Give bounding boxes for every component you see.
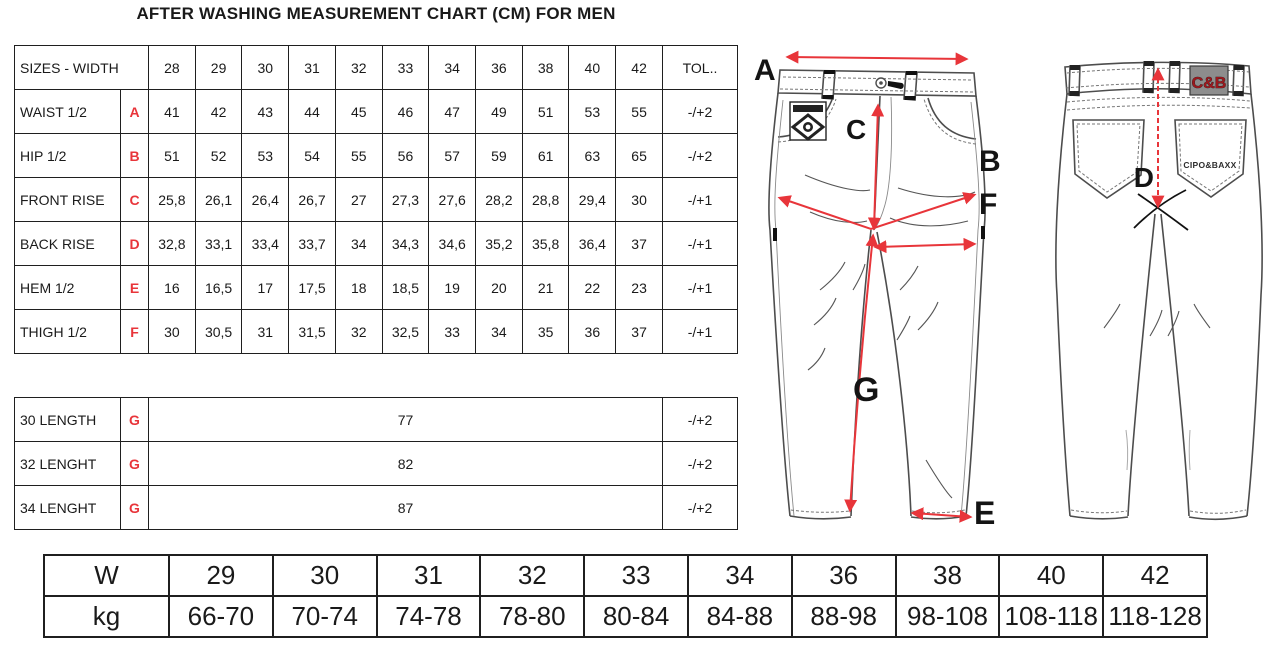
value-cell: 45 (335, 90, 382, 134)
value-cell: 32 (335, 310, 382, 354)
value-cell: 65 (616, 134, 663, 178)
size-header-cell: 31 (289, 46, 336, 90)
value-cell: 55 (335, 134, 382, 178)
letter-cell: D (121, 222, 149, 266)
weight-kg-cell: kg (44, 596, 169, 637)
weight-kg-cell: 98-108 (896, 596, 1000, 637)
length-table (14, 397, 738, 530)
value-cell: 42 (195, 90, 242, 134)
arrow-b (780, 195, 974, 229)
label-g: G (853, 371, 880, 409)
letter-cell: E (121, 266, 149, 310)
value-cell: 26,1 (195, 178, 242, 222)
tolerance-cell: -/+2 (663, 134, 738, 178)
value-cell: 27,6 (429, 178, 476, 222)
weight-table (43, 554, 1208, 638)
weight-kg-cell: 108-118 (999, 596, 1103, 637)
value-cell: 36 (569, 310, 616, 354)
row-label-cell: WAIST 1/2 (15, 90, 121, 134)
size-header-cell: 34 (429, 46, 476, 90)
size-header-cell: 30 (242, 46, 289, 90)
weight-kg-cell: 118-128 (1103, 596, 1207, 637)
tolerance-cell: -/+1 (663, 222, 738, 266)
value-cell: 20 (476, 266, 523, 310)
measure-row (15, 222, 738, 266)
weight-size-cell: 34 (688, 555, 792, 596)
weight-size-cell: 32 (480, 555, 584, 596)
jeans-back-wrinkles (1104, 304, 1210, 336)
measure-row (15, 178, 738, 222)
value-cell: 29,4 (569, 178, 616, 222)
value-cell: 47 (429, 90, 476, 134)
value-cell: 43 (242, 90, 289, 134)
value-cell: 36,4 (569, 222, 616, 266)
value-cell: 56 (382, 134, 429, 178)
arrow-a (788, 57, 966, 59)
value-cell: 59 (476, 134, 523, 178)
value-cell: 32,8 (149, 222, 196, 266)
value-cell: 34 (335, 222, 382, 266)
main-table (14, 45, 738, 354)
length-value-cell: 87 (149, 486, 663, 530)
value-cell: 35,2 (476, 222, 523, 266)
row-label-cell: 34 LENGHT (15, 486, 121, 530)
value-cell: 19 (429, 266, 476, 310)
value-cell: 53 (242, 134, 289, 178)
tolerance-cell: -/+1 (663, 266, 738, 310)
value-cell: 28,2 (476, 178, 523, 222)
page-title: AFTER WASHING MEASUREMENT CHART (CM) FOR MEN (136, 4, 616, 23)
value-cell: 44 (289, 90, 336, 134)
value-cell: 61 (522, 134, 569, 178)
value-cell: 41 (149, 90, 196, 134)
length-value-cell: 77 (149, 398, 663, 442)
label-d: D (1133, 162, 1154, 193)
weight-kg-cell: 78-80 (480, 596, 584, 637)
letter-cell: G (121, 398, 149, 442)
label-a: A (754, 54, 776, 87)
size-header-cell: 38 (522, 46, 569, 90)
row-label-cell: THIGH 1/2 (15, 310, 121, 354)
value-cell: 33 (429, 310, 476, 354)
weight-size-cell: 38 (896, 555, 1000, 596)
cb-patch-text: C&B (1191, 75, 1227, 92)
value-cell: 33,4 (242, 222, 289, 266)
size-header-title: SIZES - WIDTH (15, 46, 149, 90)
letter-cell: G (121, 442, 149, 486)
weight-kg-cell: 88-98 (792, 596, 896, 637)
value-cell: 54 (289, 134, 336, 178)
value-cell: 18 (335, 266, 382, 310)
label-e: E (974, 495, 996, 531)
value-cell: 30,5 (195, 310, 242, 354)
value-cell: 18,5 (382, 266, 429, 310)
size-header-cell: TOL.. (663, 46, 738, 90)
front-pocket-logo-patch (790, 102, 826, 140)
weight-kg-cell: 70-74 (273, 596, 377, 637)
size-header-cell: 29 (195, 46, 242, 90)
value-cell: 26,4 (242, 178, 289, 222)
row-label-cell: BACK RISE (15, 222, 121, 266)
length-value-cell: 82 (149, 442, 663, 486)
value-cell: 33,1 (195, 222, 242, 266)
value-cell: 16,5 (195, 266, 242, 310)
value-cell: 51 (522, 90, 569, 134)
value-cell: 49 (476, 90, 523, 134)
size-header-cell: 40 (569, 46, 616, 90)
label-c: C (846, 114, 867, 145)
weight-kg-cell: 74-78 (377, 596, 481, 637)
letter-cell: G (121, 486, 149, 530)
value-cell: 30 (616, 178, 663, 222)
value-cell: 32,5 (382, 310, 429, 354)
value-cell: 63 (569, 134, 616, 178)
size-header-cell: 36 (476, 46, 523, 90)
measure-row (15, 310, 738, 354)
label-b: B (979, 145, 1001, 178)
weight-kg-row (44, 596, 1207, 637)
value-cell: 27 (335, 178, 382, 222)
letter-cell: C (121, 178, 149, 222)
value-cell: 34,6 (429, 222, 476, 266)
main-table-body (15, 46, 738, 354)
tolerance-cell: -/+2 (663, 442, 738, 486)
value-cell: 34 (476, 310, 523, 354)
value-cell: 35 (522, 310, 569, 354)
tolerance-cell: -/+2 (663, 486, 738, 530)
weight-kg-cell: 84-88 (688, 596, 792, 637)
value-cell: 16 (149, 266, 196, 310)
value-cell: 21 (522, 266, 569, 310)
value-cell: 51 (149, 134, 196, 178)
value-cell: 57 (429, 134, 476, 178)
size-header-row (15, 46, 738, 90)
length-row (15, 442, 738, 486)
weight-size-cell: 29 (169, 555, 273, 596)
row-label-cell: 30 LENGTH (15, 398, 121, 442)
weight-kg-cell: 80-84 (584, 596, 688, 637)
weight-size-row (44, 555, 1207, 596)
value-cell: 37 (616, 310, 663, 354)
value-cell: 33,7 (289, 222, 336, 266)
value-cell: 22 (569, 266, 616, 310)
weight-kg-cell: 66-70 (169, 596, 273, 637)
cb-brand-patch (1190, 66, 1228, 95)
size-header-cell: 33 (382, 46, 429, 90)
row-label-cell: 32 LENGHT (15, 442, 121, 486)
length-row (15, 398, 738, 442)
value-cell: 53 (569, 90, 616, 134)
letter-cell: F (121, 310, 149, 354)
jeans-front-diagram (750, 40, 1010, 540)
value-cell: 17,5 (289, 266, 336, 310)
value-cell: 17 (242, 266, 289, 310)
weight-size-cell: 42 (1103, 555, 1207, 596)
jeans-back-diagram (1040, 40, 1280, 540)
letter-cell: A (121, 90, 149, 134)
value-cell: 31,5 (289, 310, 336, 354)
measure-row (15, 266, 738, 310)
weight-size-cell: 40 (999, 555, 1103, 596)
weight-size-cell: W (44, 555, 169, 596)
tolerance-cell: -/+1 (663, 178, 738, 222)
row-label-cell: HEM 1/2 (15, 266, 121, 310)
weight-size-cell: 30 (273, 555, 377, 596)
letter-cell: B (121, 134, 149, 178)
value-cell: 26,7 (289, 178, 336, 222)
value-cell: 28,8 (522, 178, 569, 222)
length-row (15, 486, 738, 530)
size-header-cell: 28 (149, 46, 196, 90)
value-cell: 25,8 (149, 178, 196, 222)
value-cell: 37 (616, 222, 663, 266)
back-crotch-cross (1134, 190, 1188, 230)
weight-size-cell: 31 (377, 555, 481, 596)
value-cell: 31 (242, 310, 289, 354)
pocket-brand-text: CIPO&BAXX (1183, 160, 1237, 170)
value-cell: 52 (195, 134, 242, 178)
value-cell: 27,3 (382, 178, 429, 222)
length-table-body (15, 398, 738, 530)
tolerance-cell: -/+2 (663, 90, 738, 134)
value-cell: 30 (149, 310, 196, 354)
weight-size-cell: 33 (584, 555, 688, 596)
value-cell: 55 (616, 90, 663, 134)
size-header-cell: 42 (616, 46, 663, 90)
tolerance-cell: -/+2 (663, 398, 738, 442)
value-cell: 23 (616, 266, 663, 310)
weight-size-cell: 36 (792, 555, 896, 596)
jeans-back-soft-creases (1126, 430, 1190, 470)
row-label-cell: HIP 1/2 (15, 134, 121, 178)
row-label-cell: FRONT RISE (15, 178, 121, 222)
weight-table-body (44, 555, 1207, 637)
size-header-cell: 32 (335, 46, 382, 90)
tolerance-cell: -/+1 (663, 310, 738, 354)
value-cell: 34,3 (382, 222, 429, 266)
measure-row (15, 134, 738, 178)
value-cell: 35,8 (522, 222, 569, 266)
value-cell: 46 (382, 90, 429, 134)
label-f: F (979, 188, 998, 221)
arrow-f (876, 244, 974, 247)
measure-row (15, 90, 738, 134)
